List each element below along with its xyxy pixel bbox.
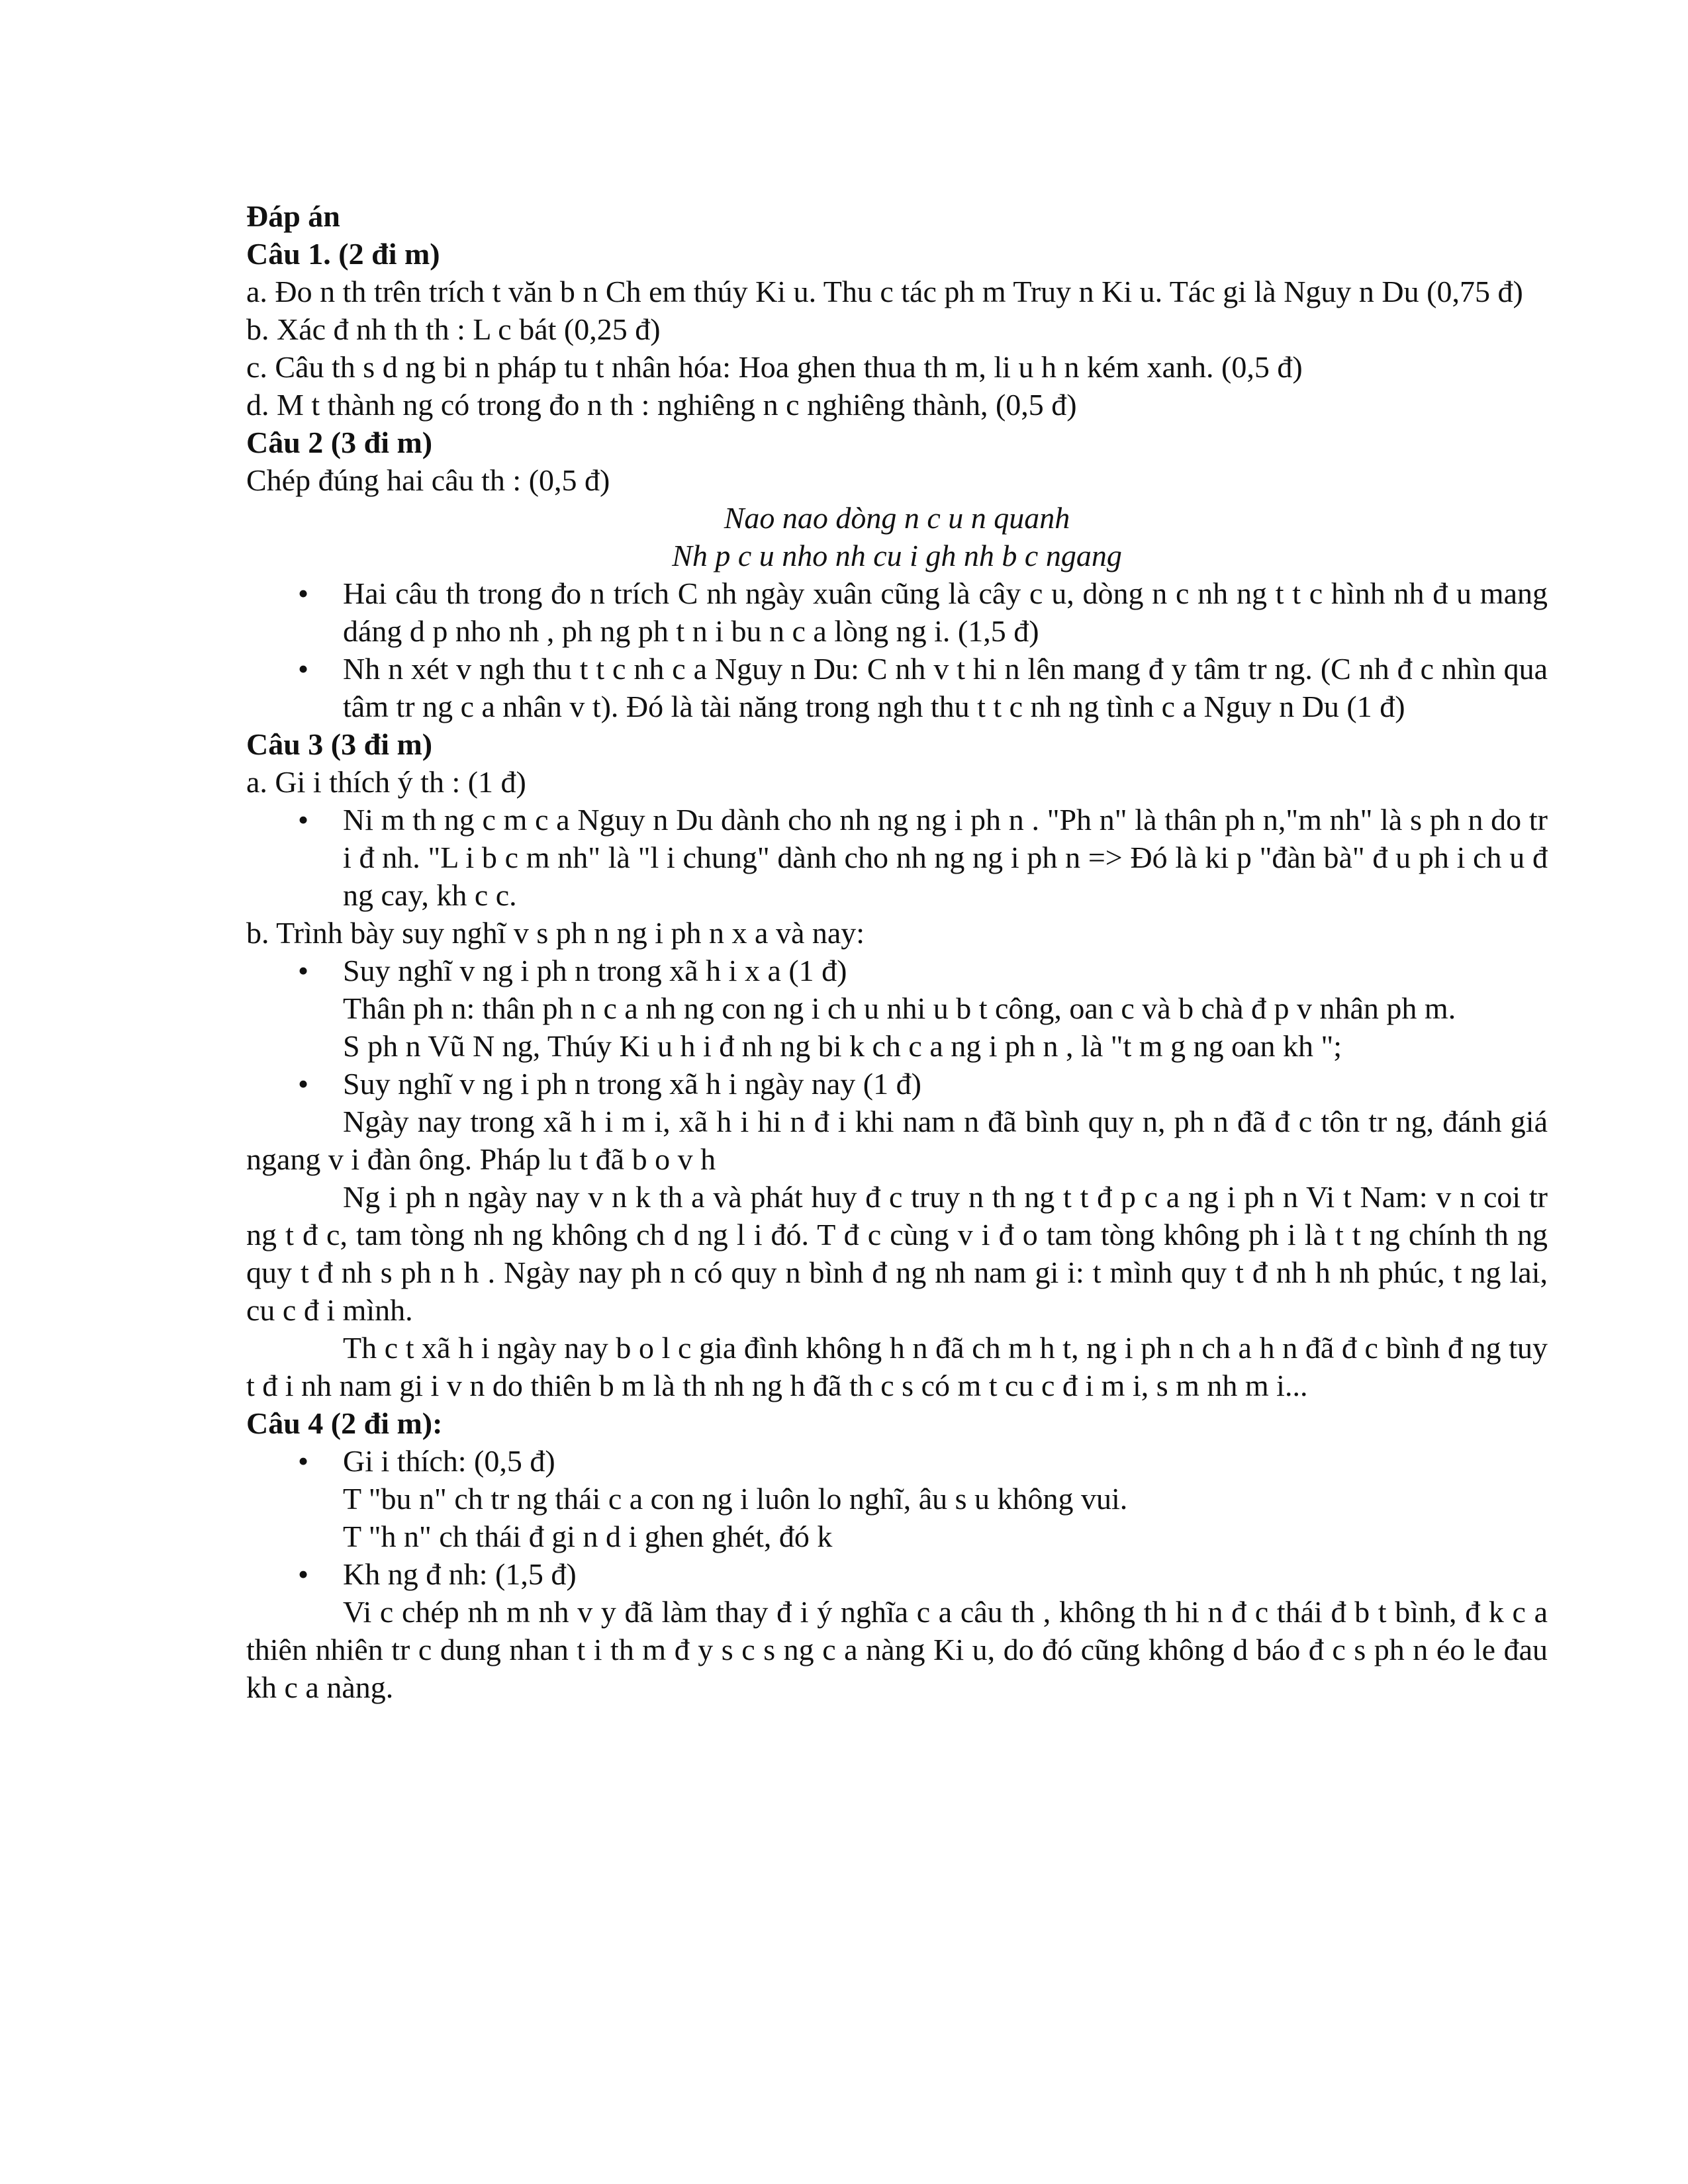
q1-answer-b: b. Xác đ nh th th : L c bát (0,25 đ) <box>246 312 661 346</box>
bullet-dot-icon: • <box>298 1067 309 1101</box>
q3-b-paragraph-5: Th c t xã h i ngày nay b o l c gia đình không h n đã ch m h t, ng i ph n ch a h n đã đ c bình đ ng tuy t đ i nh nam gi i v n do thiên b m là th nh ng h đã th c s có m t cu c đ i m i, s m nh m i... <box>246 1331 1548 1402</box>
q3-b-bullet-2 <box>246 1065 1548 1103</box>
bullet-dot-icon: • <box>298 954 309 987</box>
q3-b-paragraph-3: Ngày nay trong xã h i m i, xã h i hi n đ i khi nam n đã bình quy n, ph n đã đ c tôn tr ng, đánh giá ngang v i đàn ông. Pháp lu t đã b o v h <box>246 1105 1548 1176</box>
q3-title: Câu 3 (3 đi m) <box>246 727 433 761</box>
q4-bullet-2-text: Kh ng đ nh: (1,5 đ) <box>343 1557 577 1591</box>
q4-title: Câu 4 (2 đi m): <box>246 1406 443 1440</box>
q2-title: Câu 2 (3 đi m) <box>246 426 433 459</box>
q4-bullet-2 <box>246 1555 1548 1593</box>
q3-b-bullet-2-text: Suy nghĩ v ng i ph n trong xã h i ngày nay (1 đ) <box>343 1067 921 1101</box>
q2-bullet-1 <box>246 574 1548 650</box>
q3-b-paragraph-2: S ph n Vũ N ng, Thúy Ki u h i đ nh ng bi k ch c a ng i ph n , là "t m g ng oan kh "; <box>343 1029 1342 1063</box>
document-heading: Đáp án <box>246 199 340 233</box>
q2-verse-line-2: Nh p c u nho nh cu i gh nh b c ngang <box>672 539 1122 572</box>
q4-bullet-1-text: Gi i thích: (0,5 đ) <box>343 1444 555 1478</box>
q2-copy-instruction: Chép đúng hai câu th : (0,5 đ) <box>246 463 610 497</box>
q3-a-bullet-1-text: Ni m th ng c m c a Nguy n Du dành cho nh ng ng i ph n . "Ph n" là thân ph n,"m nh" là s ph n do tr i đ nh. "L i b c m nh" là "l i chung" dành cho nh ng ng i ph n => Đó là ki p "đàn bà" đ u ph i ch u đ ng cay, kh c c. <box>343 803 1548 912</box>
bullet-dot-icon: • <box>298 1444 309 1478</box>
answer-document <box>246 197 1548 1706</box>
q3-b-bullet-1 <box>246 952 1548 989</box>
q3-a-bullet-1 <box>246 801 1548 914</box>
q2-verse-line-1: Nao nao dòng n c u n quanh <box>724 501 1070 535</box>
q4-paragraph-1: T "bu n" ch tr ng thái c a con ng i luôn lo nghĩ, âu s u không vui. <box>343 1482 1128 1516</box>
q1-title: Câu 1. (2 đi m) <box>246 237 440 271</box>
q4-paragraph-3: Vi c chép nh m nh v y đã làm thay đ i ý nghĩa c a câu th , không th hi n đ c thái đ b t bình, đ k c a thiên nhiên tr c dung nhan t i th m đ y s c s ng c a nàng Ki u, do đó cũng không d báo đ c s ph n éo le đau kh c a nàng. <box>246 1595 1548 1704</box>
q3-b-paragraph-1: Thân ph n: thân ph n c a nh ng con ng i ch u nhi u b t công, oan c và b chà đ p v nhân ph m. <box>343 991 1456 1025</box>
bullet-dot-icon: • <box>298 652 309 686</box>
bullet-dot-icon: • <box>298 1557 309 1591</box>
q3-part-a: a. Gi i thích ý th : (1 đ) <box>246 765 526 799</box>
q2-bullet-2 <box>246 650 1548 725</box>
q1-answer-c: c. Câu th s d ng bi n pháp tu t nhân hóa: Hoa ghen thua th m, li u h n kém xanh. (0,5 đ) <box>246 350 1303 384</box>
q3-b-bullet-1-text: Suy nghĩ v ng i ph n trong xã h i x a (1 đ) <box>343 954 847 987</box>
q4-bullet-1 <box>246 1442 1548 1480</box>
q1-answer-d: d. M t thành ng có trong đo n th : nghiêng n c nghiêng thành, (0,5 đ) <box>246 388 1077 422</box>
bullet-dot-icon: • <box>298 576 309 610</box>
q2-bullet-1-text: Hai câu th trong đo n trích C nh ngày xuân cũng là cây c u, dòng n c nh ng t t c hình nh đ u mang dáng d p nho nh , ph ng ph t n i bu n c a lòng ng i. (1,5 đ) <box>343 576 1548 648</box>
q2-bullet-2-text: Nh n xét v ngh thu t t c nh c a Nguy n Du: C nh v t hi n lên mang đ y tâm tr ng. (C nh đ c nhìn qua tâm tr ng c a nhân v t). Đó là tài năng trong ngh thu t t c nh ng tình c a Nguy n Du (1 đ) <box>343 652 1548 723</box>
q4-paragraph-2: T "h n" ch thái đ gi n d i ghen ghét, đó k <box>343 1520 833 1553</box>
q3-b-paragraph-4: Ng i ph n ngày nay v n k th a và phát huy đ c truy n th ng t t đ p c a ng i ph n Vi t Nam: v n coi tr ng t đ c, tam tòng nh ng không ch d ng l i đó. T đ c cùng v i đ o tam tòng không ph i là t t ng chính th ng quy t đ nh s ph n h . Ngày nay ph n có quy n bình đ ng nh nam gi i: t mình quy t đ nh h nh phúc, t ng lai, cu c đ i mình. <box>246 1180 1548 1327</box>
q1-answer-a: a. Đo n th trên trích t văn b n Ch em thúy Ki u. Thu c tác ph m Truy n Ki u. Tác gi là Nguy n Du (0,75 đ) <box>246 275 1523 308</box>
q3-part-b: b. Trình bày suy nghĩ v s ph n ng i ph n x a và nay: <box>246 916 865 950</box>
bullet-dot-icon: • <box>298 803 309 837</box>
